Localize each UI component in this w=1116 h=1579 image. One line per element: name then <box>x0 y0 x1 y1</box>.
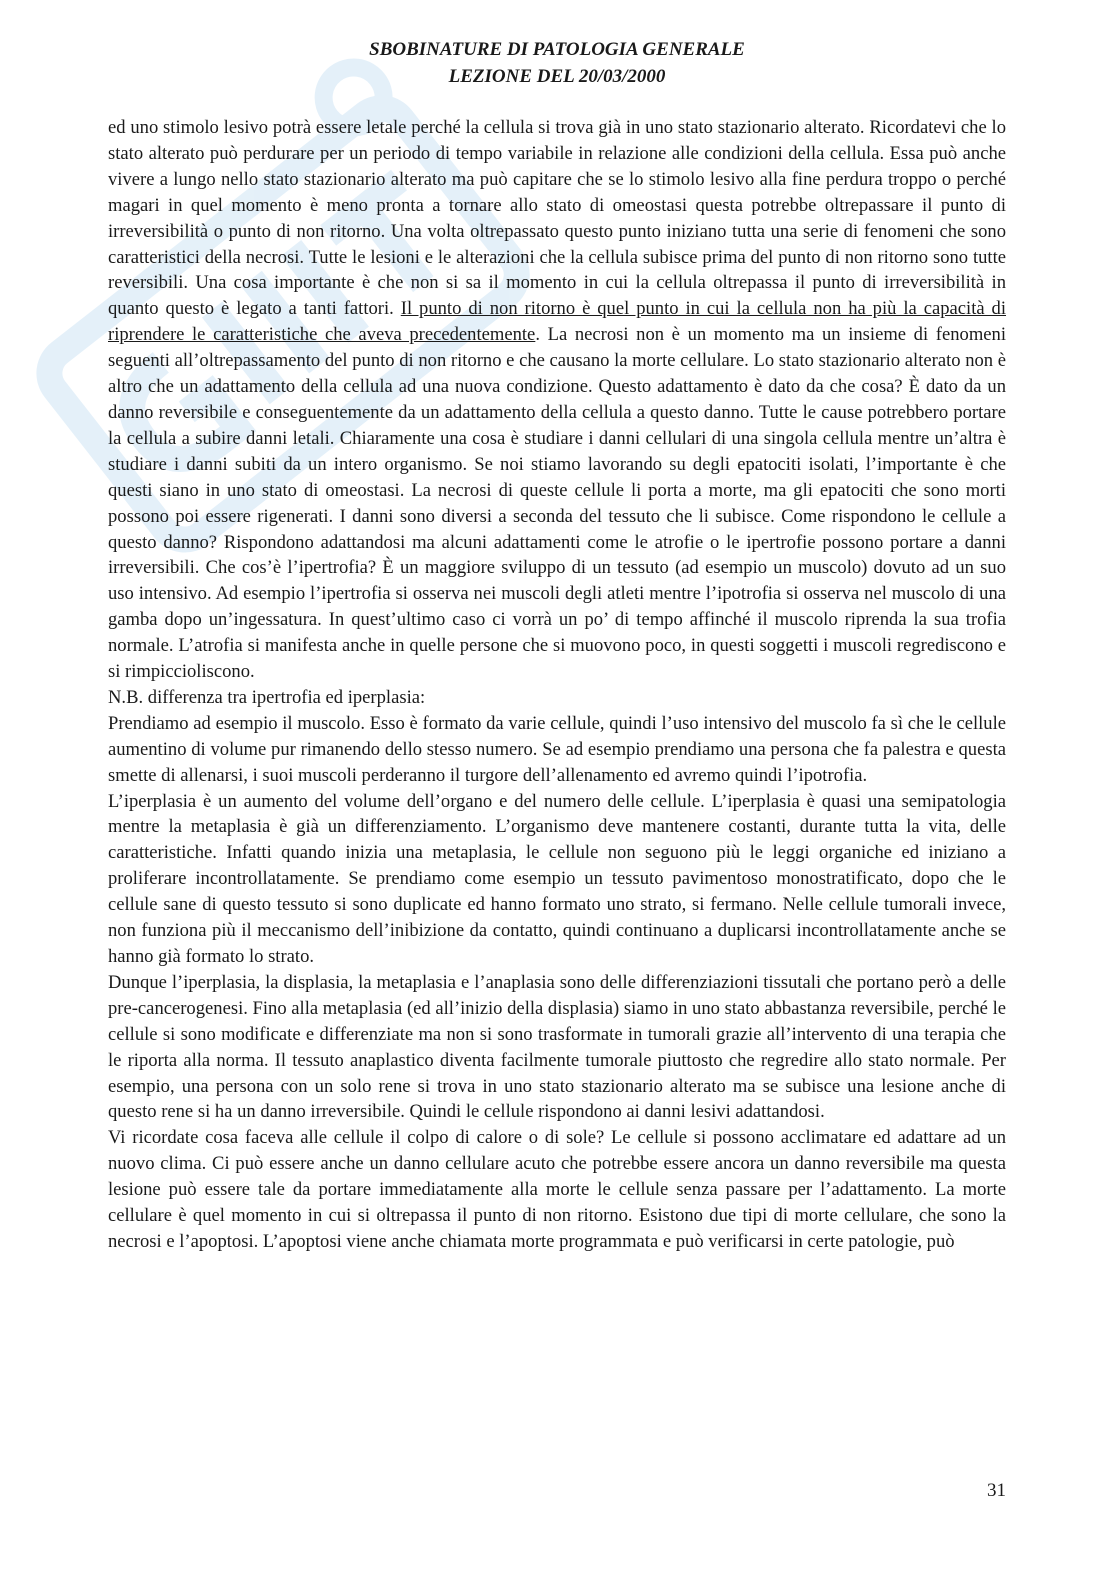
header-title: SBOBINATURE DI PATOLOGIA GENERALE <box>369 39 745 60</box>
underlined-definition: Il punto di non ritorno è quel punto in cui la cellula non ha più la capacità di riprendere le caratteristiche che aveva precedentemente <box>108 298 1007 346</box>
page-number: 31 <box>987 1480 1006 1501</box>
paragraph-2: N.B. differenza tra ipertrofia ed iperplasia: <box>108 686 426 708</box>
document-header <box>108 36 1006 90</box>
header-subtitle: LEZIONE DEL 20/03/2000 <box>448 66 666 87</box>
paragraph-1 <box>108 115 1006 685</box>
paragraph-5: Dunque l’iperplasia, la displasia, la metaplasia e l’anaplasia sono delle differenziazioni tissutali che portano però a delle pre-cancerogenesi. Fino alla metaplasia (ed all’inizio della displasia) siamo in uno stato abbastanza reversibile, perché le cellule si sono modificate e differenziate ma non si sono trasformate in tumorali grazie all’intervento di una terapia che le riporta alla norma. Il tessuto anaplastico diventa facilmente tumorale piuttosto che regredire allo stato normale. Per esempio, una persona con un solo rene si trova in uno stato stazionario alterato ma se subisce una lesione anche di questo rene si ha un danno irreversibile. Quindi le cellule rispondono ai danni lesivi adattandosi. <box>108 971 1006 1123</box>
paragraph-3: Prendiamo ad esempio il muscolo. Esso è formato da varie cellule, quindi l’uso intensivo del muscolo fa sì che le cellule aumentino di volume pur rimanendo dello stesso numero. Se ad esempio prendiamo una persona che fa palestra e questa smette di allenarsi, i suoi muscoli perderanno il turgore dell’allenamento ed avremo quindi l’ipotrofia. <box>108 712 1006 786</box>
paragraph-6: Vi ricordate cosa faceva alle cellule il colpo di calore o di sole? Le cellule si possono acclimatare ed adattare ad un nuovo clima. Ci può essere anche un danno cellulare acuto che potrebbe essere ancora un danno reversibile ma questa lesione può essere tale da portare immediatamente alla morte le cellule senza passare per l’adattamento. La morte cellulare è quel momento in cui si oltrepassa il punto di non ritorno. Esistono due tipi di morte cellulare, che sono la necrosi e l’apoptosi. L’apoptosi viene anche chiamata morte programmata e può verificarsi in certe patologie, può <box>108 1127 1006 1252</box>
paragraph-4: L’iperplasia è un aumento del volume dell’organo e del numero delle cellule. L’iperplasia è quasi una semipatologia mentre la metaplasia è già un differenziamento. L’organismo deve mantenere costanti, durante tutta la vita, delle caratteristiche. Infatti quando inizia una metaplasia, le cellule non seguono più le leggi organiche ed iniziano a proliferare incontrollatamente. Se prendiamo come esempio un tessuto pavimentoso monostratificato, dopo che le cellule sane di questo tessuto si sono duplicate ed hanno formato uno strato, si fermano. Nelle cellule tumorali invece, non funziona più il meccanismo dell’inibizione da contatto, quindi continuano a duplicarsi incontrollatamente anche se hanno già formato lo strato. <box>108 790 1006 967</box>
paragraph-1-text-a: ed uno stimolo lesivo potrà essere letale perché la cellula si trova già in uno stato stazionario alterato. Ricordatevi che lo stato alterato può perdurare per un periodo di tempo variabile in relazione alle condizioni della cellula. Essa può anche vivere a lungo nello stato stazionario alterato ma può capitare che se lo stimolo lesivo alla fine perdura troppo o perché magari in quel momento è meno pronta a tornare allo stato di omeostasi questa potrebbe oltrepassare il punto di irreversibilità o punto di non ritorno. Una volta oltrepassato questo punto iniziano tutta una serie di fenomeni che sono caratteristici della necrosi. Tutte le lesioni e le alterazioni che la cellula subisce prima del punto di non ritorno sono tutte reversibili. Una cosa importante è che non si sa il momento in cui la cellula oltrepassa il punto di irreversibilità in quanto questo è legato a tanti fattori. <box>108 117 1006 320</box>
paragraph-1-text-b: . La necrosi non è un momento ma un insieme di fenomeni seguenti all’oltrepassamento del punto di non ritorno e che causano la morte cellulare. Lo stato stazionario alterato non è altro che un adattamento della cellula ad una nuova condizione. Questo adattamento è dato da che cosa? È dato da un danno reversibile e conseguentemente da un adattamento della cellula a questo danno. Tutte le cause potrebbero portare la cellula a subire danni letali. Chiaramente una cosa è studiare i danni cellulari di una singola cellula mentre un’altra è studiare i danni subiti da un intero organismo. Se noi stiamo lavorando su degli epatociti isolati, l’importante è che questi siano in uno stato di omeostasi. La necrosi di queste cellule li porta a morte, ma gli epatociti che sono morti possono poi essere rigenerati. I danni sono diversi a seconda del tessuto che li subisce. Come rispondono le cellule a questo danno? Rispondono adattandosi ma alcuni adattamenti come le atrofie o le ipertrofie possono portare a danni irreversibili. Che cos’è l’ipertrofia? È un maggiore sviluppo di un tessuto (ad esempio un muscolo) dovuto ad un suo uso intensivo. Ad esempio l’ipertrofia si osserva nei muscoli degli atleti mentre l’ipotrofia si osserva nel muscolo di una gamba dopo un’ingessatura. In quest’ultimo caso ci vorrà un po’ di tempo affinché il muscolo riprenda la sua trofia normale. L’atrofia si manifesta anche in quelle persone che si muovono poco, in questi soggetti i muscoli regrediscono e si rimpiccioliscono. <box>108 324 1006 683</box>
document-body <box>108 115 1006 1255</box>
